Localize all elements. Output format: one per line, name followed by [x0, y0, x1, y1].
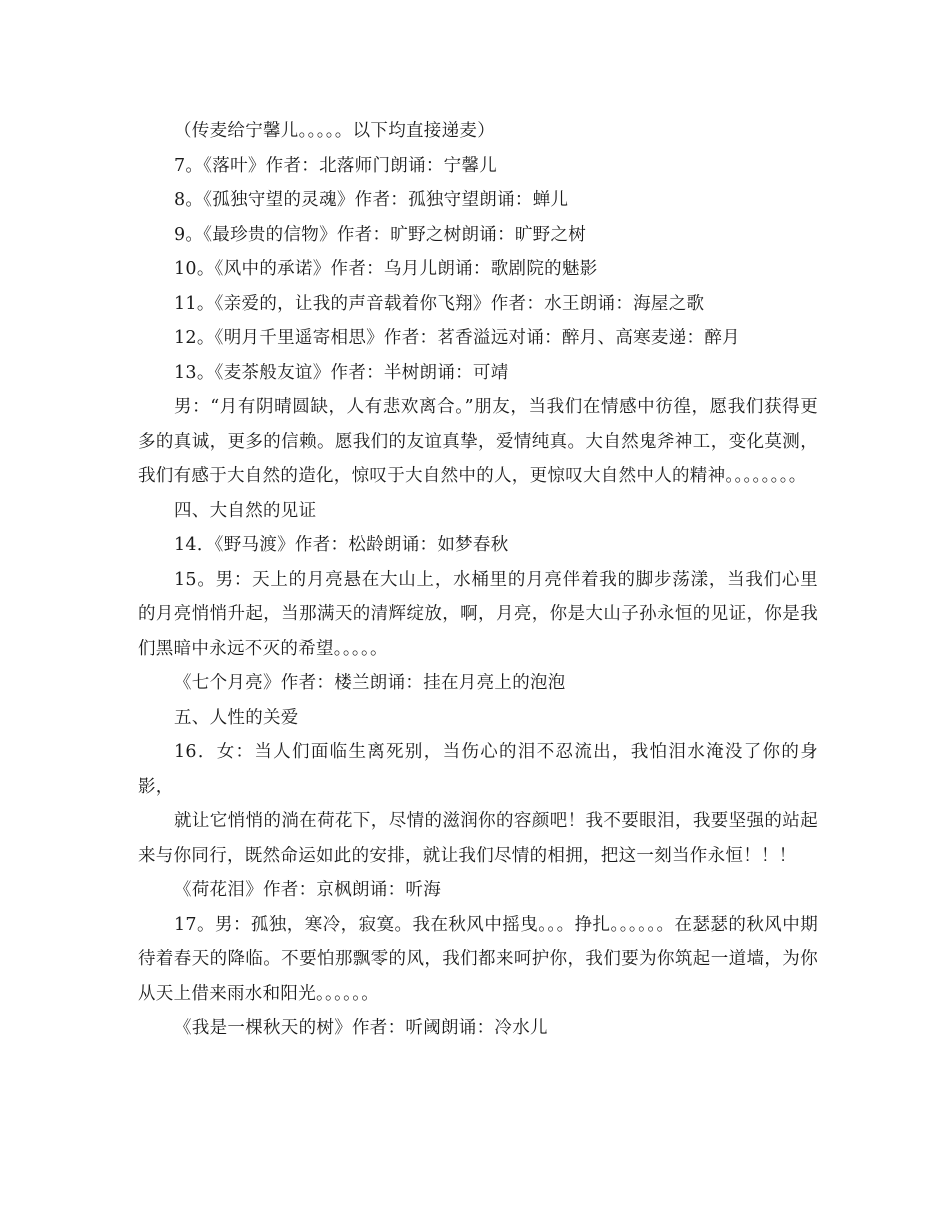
program-item-15-title: 《七个月亮》作者：楼兰朗诵：挂在月亮上的泡泡 [174, 673, 566, 693]
paragraph-female-speech-cont: 就让它悄悄的淌在荷花下，尽情的滋润你的容颜吧！我不要眼泪，我要坚强的站起来与你同行，既然命运如此的安排，就让我们尽情的相拥，把这一刻当作永恒！！！ [138, 811, 818, 866]
program-item-17: 17。男：孤独，寒冷，寂寞。我在秋风中摇曳。。。挣扎。。。。。。在瑟瑟的秋风中期待着春天的降临。不要怕那飘零的风，我们都来呵护你，我们要为你筑起一道墙，为你从天上借来雨水和阳光。。。。。。 [138, 914, 818, 1004]
program-item-12: 12。《明月千里遥寄相思》作者：茗香溢远对诵：醉月、高寒麦递：醉月 [174, 328, 740, 348]
program-item-17-title: 《我是一棵秋天的树》作者：听阈朗诵：冷水儿 [174, 1018, 548, 1038]
program-item-16: 16．女：当人们面临生离死别，当伤心的泪不忍流出，我怕泪水淹没了你的身影， [138, 742, 818, 797]
section-heading-4: 四、大自然的见证 [174, 500, 317, 521]
program-item-8: 8。《孤独守望的灵魂》作者：孤独守望朗诵：蝉儿 [174, 190, 569, 210]
program-item-9: 9。《最珍贵的信物》作者：旷野之树朗诵：旷野之树 [174, 224, 587, 245]
section-heading-5: 五、人性的关爱 [174, 707, 299, 728]
paragraph-male-speech-1: 男：“月有阴晴圆缺，人有悲欢离合。”朋友，当我们在情感中彷徨，愿我们获得更多的真诚，更多的信赖。愿我们的友谊真挚，爱情纯真。大自然鬼斧神工，变化莫测，我们有感于大自然的造化，惊叹于大自然中的人，更惊叹大自然中人的精神。。。。。。。。 [138, 397, 818, 486]
program-item-16-title: 《荷花泪》作者：京枫朗诵：听海 [174, 880, 441, 900]
program-item-10: 10。《风中的承诺》作者：乌月儿朗诵：歌剧院的魅影 [174, 259, 598, 279]
paragraph-pass-mic: （传麦给宁馨儿。。。。。以下均直接递麦） [174, 121, 495, 141]
document-body [138, 114, 818, 1046]
program-item-11: 11。《亲爱的，让我的声音载着你飞翔》作者：水王朗诵：海屋之歌 [174, 293, 705, 314]
program-item-13: 13。《麦茶般友谊》作者：半树朗诵：可靖 [174, 362, 509, 383]
program-item-7: 7。《落叶》作者：北落师门朗诵：宁馨儿 [174, 155, 498, 176]
program-item-14: 14．《野马渡》作者：松龄朗诵：如梦春秋 [174, 535, 509, 555]
program-item-15: 15。男：天上的月亮悬在大山上，水桶里的月亮伴着我的脚步荡漾，当我们心里的月亮悄悄升起，当那满天的清辉绽放，啊，月亮，你是大山子孙永恒的见证，你是我们黑暗中永远不灭的希望。。。。。 [138, 569, 818, 659]
